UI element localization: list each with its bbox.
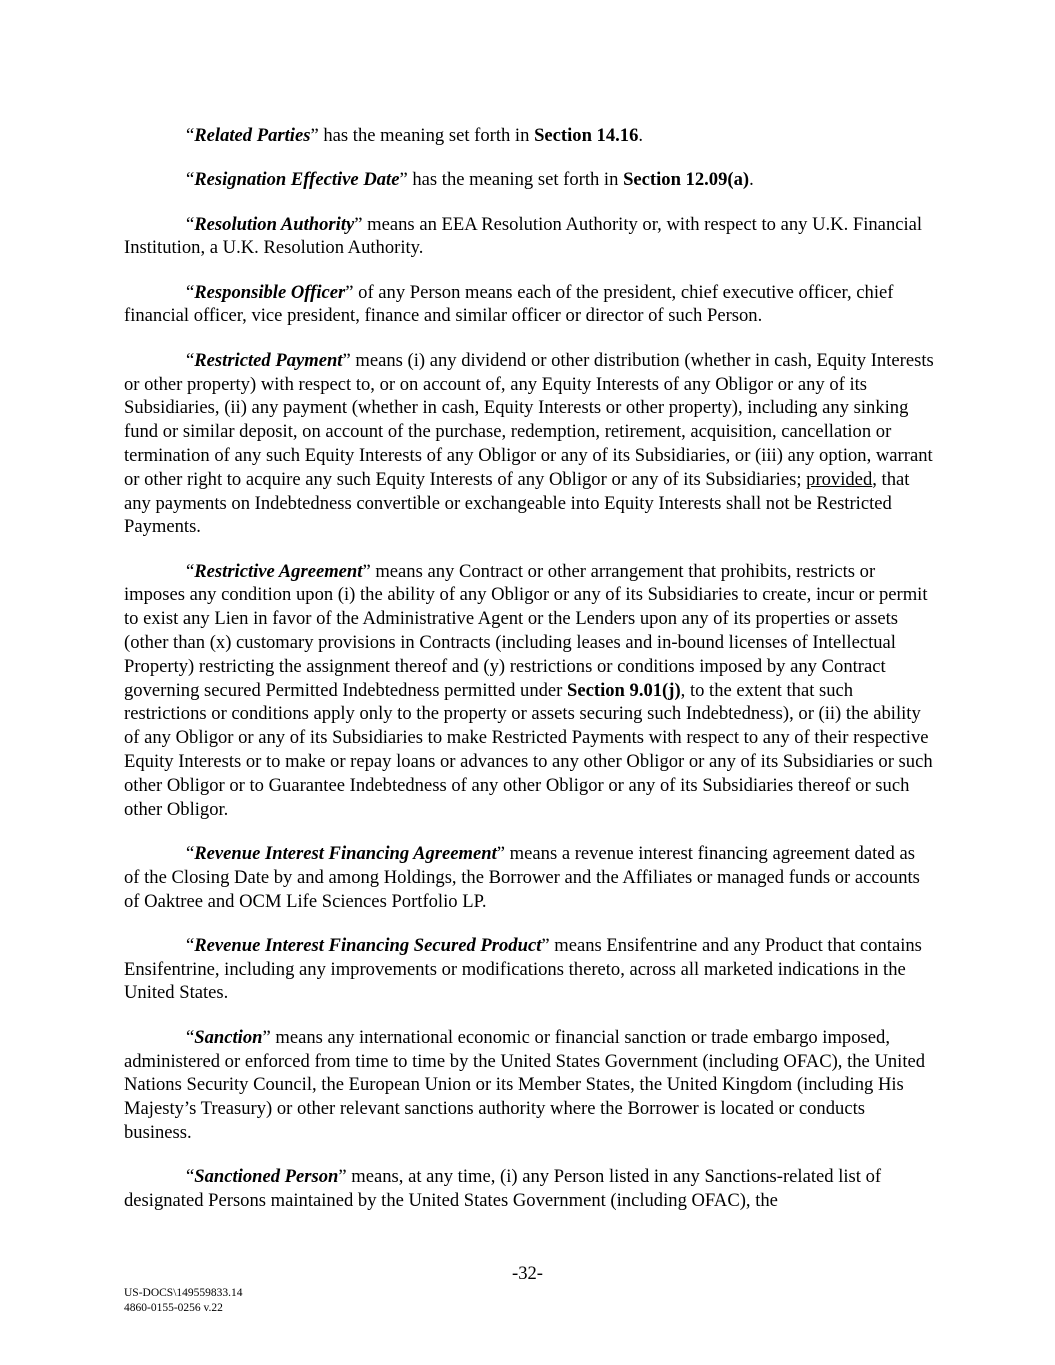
paragraph-text: ” means, at any time, (i) any Person listed in any Sanctions-related list of designated Persons maintained by the United States Government (including OFAC), the	[124, 1166, 882, 1211]
paragraph-text: .	[638, 125, 644, 146]
footer-doc-id: US-DOCS\149559833.14	[124, 1287, 243, 1299]
def-revenue-interest-financing-secured-product	[124, 934, 934, 1005]
def-resolution-authority	[124, 213, 934, 261]
paragraph-text: “	[186, 213, 195, 235]
defined-term: Responsible Officer	[194, 281, 346, 303]
defined-term: Resignation Effective Date	[194, 169, 400, 191]
paragraph-text: , that any payments on Indebtedness convertible or exchangeable into Equity Interests shall not be Restricted Payments.	[124, 468, 910, 538]
defined-term: Sanctioned Person	[194, 1166, 339, 1188]
def-restrictive-agreement	[124, 560, 934, 822]
section-reference: Section 9.01(j)	[567, 679, 681, 701]
page-number: -32-	[512, 1263, 543, 1284]
paragraph-text: ” means any Contract or other arrangement that prohibits, restricts or imposes any condition upon (i) the ability of any Obligor or any of its Subsidiaries to create, incur or permit to exist any Lien in favor of the Administrative Agent or the Lenders upon any of its properties or assets (other than (x) customary provisions in Contracts (including leases and in-bound licenses of Intellectual Property) restricting the assignment thereof and (y) restrictions or conditions imposed by any Contract governing secured Permitted Indebtedness permitted under	[124, 560, 928, 701]
paragraph-text: “	[186, 1026, 195, 1048]
footer-version: 4860-0155-0256 v.22	[124, 1301, 223, 1314]
paragraph-text: ” has the meaning set forth in	[399, 169, 624, 191]
defined-term: Revenue Interest Financing Agreement	[194, 842, 497, 864]
paragraph-text: , to the extent that such restrictions or conditions apply only to the property or assets securing such Indebtedness), or (ii) the ability of any Obligor or any of its Subsidiaries to make Restricted Payments with respect to any of their respective Equity Interests or to make or repay loans or advances to any other Obligor or any of its Subsidiaries or such other Obligor or to Guarantee Indebtedness of any other Obligor or any of its Subsidiaries thereof or such other Obligor.	[124, 679, 933, 820]
paragraph-text: “	[186, 1166, 195, 1188]
defined-term: Resolution Authority	[194, 213, 355, 235]
paragraph-text: ” means any international economic or financial sanction or trade embargo imposed, administered or enforced from time to time by the United States Government (including OFAC), the United Nations Security Council, the European Union or its Member States, the United Kingdom (including His Majesty’s Treasury) or other relevant sanctions authority where the Borrower is located or conducts business.	[124, 1026, 926, 1143]
paragraph-text: “	[186, 169, 195, 191]
paragraph-text: ” has the meaning set forth in	[310, 125, 535, 146]
paragraph-text: ” means (i) any dividend or other distribution (whether in cash, Equity Interests or other property) with respect to, or on account of, any Equity Interests of any Obligor or any of its Subsidiaries, (ii) any payment (whether in cash, Equity Interests or other property), including any sinking fund or similar deposit, on account of the purchase, redemption, retirement, acquisition, cancellation or termination of any such Equity Interests of any Obligor or any of its Subsidiaries, or (iii) any option, warrant or other right to acquire any such Equity Interests of any Obligor or any of its Subsidiaries;	[124, 349, 934, 490]
def-sanction	[124, 1026, 934, 1145]
defined-term: Revenue Interest Financing Secured Product	[194, 934, 542, 956]
defined-term: Restricted Payment	[194, 349, 343, 371]
document-body	[124, 124, 934, 1233]
paragraph-text: “	[186, 934, 195, 956]
def-responsible-officer	[124, 281, 934, 329]
def-restricted-payment	[124, 349, 934, 539]
paragraph-text: ” of any Person means each of the president, chief executive officer, chief financial officer, vice president, finance and similar officer or director of such Person.	[124, 281, 894, 327]
section-reference: Section 14.16	[534, 125, 639, 146]
def-resignation-effective-date	[124, 168, 934, 192]
defined-term: Related Parties	[194, 125, 311, 146]
paragraph-text: “	[186, 349, 195, 371]
paragraph-text: ” means an EEA Resolution Authority or, with respect to any U.K. Financial Institution, a U.K. Resolution Authority.	[124, 213, 923, 259]
defined-term: Sanction	[194, 1026, 263, 1048]
defined-term: Restrictive Agreement	[194, 560, 363, 582]
paragraph-text: ” means Ensifentrine and any Product that contains Ensifentrine, including any improvements or modifications thereto, across all marketed indications in the United States.	[124, 934, 922, 1004]
def-revenue-interest-financing-agreement	[124, 842, 934, 913]
paragraph-text: “	[186, 560, 195, 582]
section-reference: Section 12.09(a)	[623, 169, 750, 191]
underlined-text: provided	[806, 468, 873, 490]
paragraph-text: .	[749, 169, 754, 191]
paragraph-text: “	[186, 125, 195, 146]
def-related-parties	[124, 124, 934, 148]
footer	[124, 1286, 243, 1315]
paragraph-text: “	[186, 842, 195, 864]
def-sanctioned-person	[124, 1165, 934, 1213]
paragraph-text: “	[186, 281, 195, 303]
paragraph-text: ” means a revenue interest financing agreement dated as of the Closing Date by and among Holdings, the Borrower and the Affiliates or managed funds or accounts of Oaktree and OCM Life Sciences Portfolio LP.	[124, 842, 920, 912]
